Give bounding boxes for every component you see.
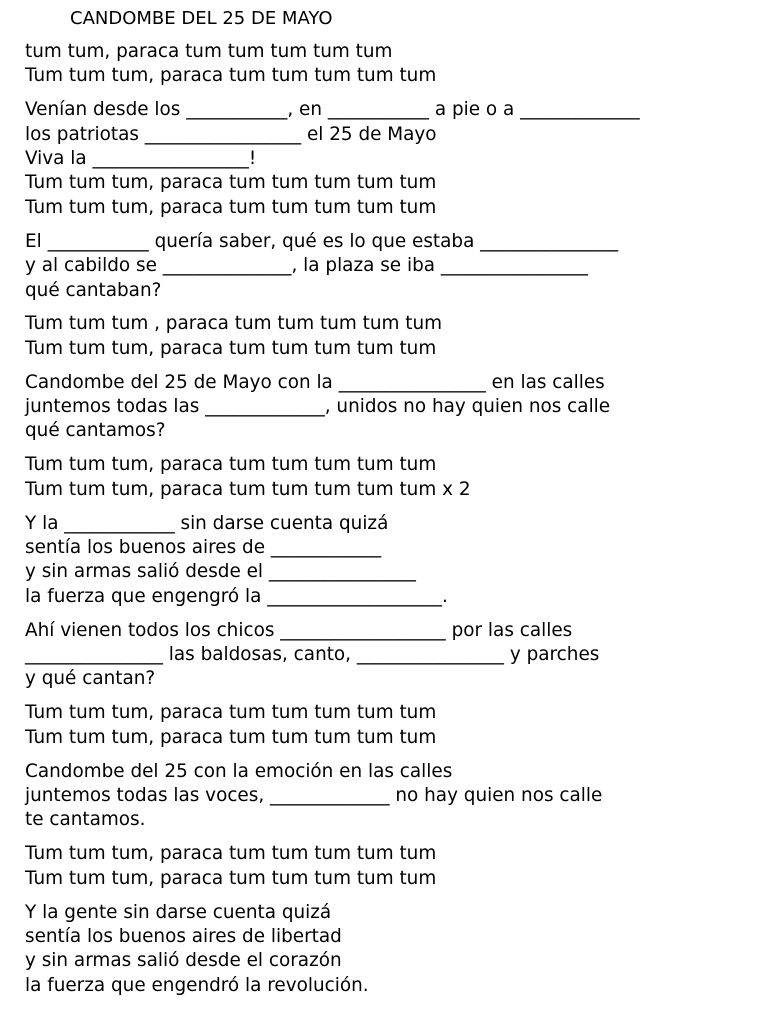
lyric-line: Y la ____________ sin darse cuenta quizá	[25, 512, 389, 534]
lyric-line: Tum tum tum, paraca tum tum tum tum tum	[25, 65, 437, 87]
lyric-line: Tum tum tum, paraca tum tum tum tum tum	[25, 843, 437, 865]
lyric-line: Tum tum tum, paraca tum tum tum tum tum	[25, 702, 437, 724]
lyric-line: la fuerza que engendró la revolución.	[25, 974, 369, 996]
lyric-line: Tum tum tum, paraca tum tum tum tum tum	[25, 867, 437, 889]
lyric-line: juntemos todas las _____________, unidos no hay quien nos calle	[25, 396, 611, 418]
stanza	[25, 701, 760, 750]
lyric-line: Tum tum tum, paraca tum tum tum tum tum	[25, 172, 437, 194]
stanza	[25, 98, 760, 220]
lyric-line: qué cantaban?	[25, 279, 162, 301]
lyric-line: tum tum, paraca tum tum tum tum tum	[25, 41, 393, 62]
lyric-line: sentía los buenos aires de ____________	[25, 537, 382, 559]
lyric-line: Venían desde los ___________, en ___________ a pie o a _____________	[25, 99, 640, 121]
lyric-line: El ___________ quería saber, qué es lo que estaba _______________	[25, 230, 619, 252]
lyric-line: Y la gente sin darse cuenta quizá	[25, 901, 332, 923]
lyric-line: te cantamos.	[25, 809, 146, 831]
lyric-line: la fuerza que engengró la ___________________.	[25, 585, 448, 607]
stanza	[25, 40, 760, 89]
stanza	[25, 230, 760, 303]
lyric-line: Ahí vienen todos los chicos __________________ por las calles	[25, 619, 573, 641]
lyric-line: Candombe del 25 de Mayo con la ________________ en las calles	[25, 371, 605, 393]
lyric-line: Tum tum tum, paraca tum tum tum tum tum	[25, 454, 437, 476]
lyrics-body	[25, 40, 760, 1008]
lyric-line: juntemos todas las voces, _____________ no hay quien nos calle	[25, 785, 603, 807]
lyric-line: los patriotas _________________ el 25 de Mayo	[25, 123, 437, 145]
stanza	[25, 760, 760, 833]
lyric-line: y qué cantan?	[25, 668, 156, 690]
lyric-line: qué cantamos?	[25, 420, 166, 442]
song-title: CANDOMBE DEL 25 DE MAYO	[70, 8, 333, 29]
lyric-line: Tum tum tum, paraca tum tum tum tum tum x 2	[25, 478, 471, 500]
lyric-line: sentía los buenos aires de libertad	[25, 926, 342, 947]
stanza	[25, 512, 760, 610]
lyric-line: Candombe del 25 con la emoción en las calles	[25, 760, 453, 782]
lyric-line: Viva la _________________!	[25, 148, 257, 170]
lyric-line: Tum tum tum, paraca tum tum tum tum tum	[25, 337, 437, 359]
stanza	[25, 312, 760, 361]
stanza	[25, 842, 760, 891]
lyric-line: y sin armas salió desde el corazón	[25, 950, 342, 972]
lyric-line: Tum tum tum, paraca tum tum tum tum tum	[25, 196, 437, 218]
lyric-line: _______________ las baldosas, canto, ________________ y parches	[25, 644, 600, 666]
lyric-line: Tum tum tum , paraca tum tum tum tum tum	[25, 313, 443, 335]
stanza	[25, 619, 760, 692]
stanza	[25, 371, 760, 444]
stanza	[25, 901, 760, 999]
stanza	[25, 453, 760, 502]
lyric-line: y sin armas salió desde el ________________	[25, 561, 417, 583]
lyric-line: Tum tum tum, paraca tum tum tum tum tum	[25, 726, 437, 748]
lyric-line: y al cabildo se ______________, la plaza se iba ________________	[25, 255, 588, 277]
